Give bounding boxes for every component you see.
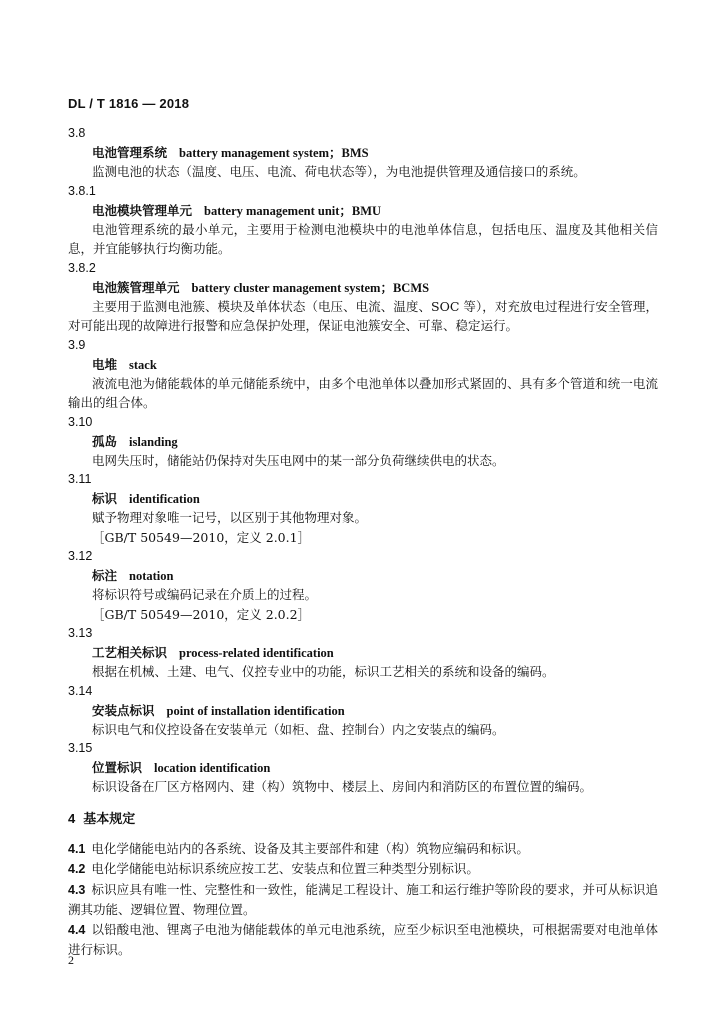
term-entry <box>68 682 658 740</box>
entry-number: 3.8.1 <box>68 183 96 198</box>
term-english: battery cluster management system；BCMS <box>191 280 430 295</box>
term-line <box>68 432 658 451</box>
term-chinese: 标识 <box>92 491 118 506</box>
entry-number: 3.8.2 <box>68 260 96 275</box>
term-line <box>68 489 658 508</box>
term-chinese: 电池模块管理单元 <box>92 202 193 218</box>
term-definition: 根据在机械、土建、电气、仪控专业中的功能，标识工艺相关的系统和设备的编码。 <box>92 664 555 679</box>
term-english: point of installation identification <box>166 703 345 718</box>
clause-text: 电化学储能电站标识系统应按工艺、安装点和位置三种类型分别标识。 <box>91 861 479 876</box>
term-reference: ［GB/T 50549—2010，定义 2.0.2］ <box>92 606 311 622</box>
clause <box>68 920 658 960</box>
entry-number: 3.15 <box>68 741 93 755</box>
clause <box>68 859 658 880</box>
term-entry <box>68 124 658 182</box>
term-entry <box>68 413 658 471</box>
term-english: battery management system；BMS <box>179 146 369 160</box>
term-line <box>68 201 658 220</box>
term-entry <box>68 624 658 682</box>
term-chinese: 安装点标识 <box>92 702 155 718</box>
term-line <box>68 758 658 777</box>
clause-number: 4.2 <box>68 862 86 876</box>
term-definition: 将标识符号或编码记录在介质上的过程。 <box>92 587 318 602</box>
term-chinese: 标注 <box>92 568 118 583</box>
term-english: identification <box>129 492 200 506</box>
entry-number: 3.14 <box>68 683 93 698</box>
entry-number: 3.8 <box>68 126 86 140</box>
term-line <box>68 566 658 585</box>
term-entry <box>68 182 658 259</box>
term-line <box>68 278 658 297</box>
page-content <box>68 124 658 960</box>
term-english: battery management unit；BMU <box>204 203 382 218</box>
entry-number: 3.12 <box>68 549 93 563</box>
term-line <box>68 701 658 720</box>
clause-number: 4.3 <box>68 882 86 897</box>
term-english: stack <box>129 357 157 372</box>
clause-text: 电化学储能电站内的各系统、设备及其主要部件和建（构）筑物应编码和标识。 <box>91 840 529 856</box>
term-definition: 赋予物理对象唯一记号，以区别于其他物理对象。 <box>92 510 368 525</box>
term-english: location identification <box>154 761 271 775</box>
clause-text: 标识应具有唯一性、完整性和一致性，能满足工程设计、施工和运行维护等阶段的要求，并可从标识追溯其功能、逻辑位置、物理位置。 <box>68 881 658 917</box>
term-chinese: 电堆 <box>92 356 118 372</box>
section-title: 基本规定 <box>83 811 136 827</box>
entry-number: 3.10 <box>68 414 93 429</box>
term-reference: ［GB/T 50549—2010，定义 2.0.1］ <box>92 529 311 545</box>
clause <box>68 839 658 860</box>
term-entry <box>68 739 658 797</box>
term-definition: 主要用于监测电池簇、模块及单体状态（电压、电流、温度、SOC 等），对充放电过程进行安全管理，对可能出现的故障进行报警和应急保护处理，保证电池簇安全、可靠、稳定运行。 <box>68 298 658 333</box>
term-line <box>68 143 658 162</box>
term-definition: 电池管理系统的最小单元，主要用于检测电池模块中的电池单体信息，包括电压、温度及其他相关信息，并宜能够执行均衡功能。 <box>68 221 658 256</box>
term-english: islanding <box>129 434 178 449</box>
term-definition: 标识电气和仪控设备在安装单元（如柜、盘、控制台）内之安装点的编码。 <box>92 721 505 737</box>
page-number: 2 <box>68 953 74 967</box>
clause-number: 4.1 <box>68 841 86 856</box>
term-line <box>68 355 658 374</box>
term-chinese: 工艺相关标识 <box>92 645 168 660</box>
clause <box>68 880 658 920</box>
entry-number: 3.13 <box>68 626 93 640</box>
term-chinese: 孤岛 <box>92 433 118 449</box>
term-chinese: 电池管理系统 <box>92 145 168 160</box>
term-definition: 液流电池为储能载体的单元储能系统中，由多个电池单体以叠加形式紧固的、具有多个管道和统一电流输出的组合体。 <box>68 375 658 410</box>
document-code-header: DL / T 1816 — 2018 <box>68 96 190 111</box>
term-english: process-related identification <box>179 646 334 660</box>
term-definition: 电网失压时，储能站仍保持对失压电网中的某一部分负荷继续供电的状态。 <box>92 452 505 468</box>
term-definition: 标识设备在厂区方格网内、建（构）筑物中、楼层上、房间内和消防区的布置位置的编码。 <box>92 779 593 794</box>
term-entry <box>68 470 658 547</box>
term-entry <box>68 547 658 624</box>
term-entry <box>68 336 658 413</box>
term-chinese: 电池簇管理单元 <box>92 279 180 295</box>
section-number: 4 <box>68 810 76 826</box>
term-entry <box>68 259 658 336</box>
term-english: notation <box>129 569 174 583</box>
term-chinese: 位置标识 <box>92 760 143 775</box>
section-heading <box>68 809 658 829</box>
term-definition: 监测电池的状态（温度、电压、电流、荷电状态等），为电池提供管理及通信接口的系统。 <box>92 164 586 179</box>
clause-text: 以铅酸电池、锂离子电池为储能载体的单元电池系统，应至少标识至电池模块，可根据需要对电池单体进行标识。 <box>68 921 658 957</box>
clause-number: 4.4 <box>68 922 86 937</box>
entry-number: 3.11 <box>68 472 92 486</box>
entry-number: 3.9 <box>68 337 86 352</box>
term-line <box>68 643 658 662</box>
